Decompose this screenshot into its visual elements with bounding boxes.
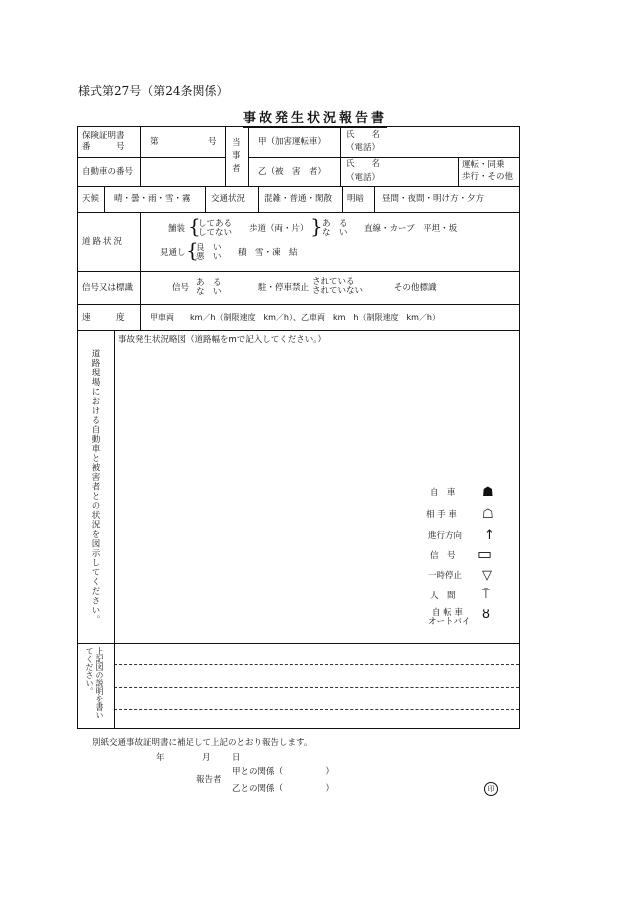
- no-parking-yes: されている: [312, 277, 355, 287]
- speed-values: 甲車両 km／h（制限速度 km／h）、乙車両 km h（制限速度 km／h）: [150, 313, 440, 322]
- snow-ice: 積 雪・凍 結: [238, 248, 298, 258]
- visibility-options: [196, 244, 222, 262]
- party-b-name-label: 氏 名: [346, 159, 381, 169]
- legend-label-signal: 信 号: [430, 551, 456, 561]
- grid-line: [78, 330, 519, 331]
- no-parking-label: 駐・停車禁止: [258, 283, 310, 293]
- light-values: 昼間・夜間・明け方・夕方: [382, 194, 485, 204]
- paved-options: [198, 220, 232, 238]
- no-parking-no: されていない: [312, 286, 364, 296]
- insurance-label-2: 番 号: [82, 142, 125, 152]
- grid-line: [78, 212, 519, 213]
- legend-label-motorbike: オートバイ: [428, 617, 471, 627]
- form-number: 様式第27号（第24条関係）: [78, 84, 229, 98]
- party-b-role-2: 歩行・その他: [462, 172, 514, 182]
- person-icon: ⍑: [482, 587, 490, 602]
- grid-line: [78, 271, 519, 272]
- grid-line: [140, 127, 141, 186]
- grid-line: [78, 643, 519, 644]
- diagram-side-label: 道路現場における自動車と被害者との状況を図示してください。: [90, 349, 100, 625]
- explanation-field[interactable]: [115, 645, 517, 727]
- parties-char: 事: [232, 151, 241, 161]
- road-condition-label: 道路状況: [82, 237, 125, 247]
- traffic-signal-icon: ▭: [477, 544, 493, 563]
- page-title: [0, 107, 630, 126]
- party-b-role-1: 運転・同乗: [462, 160, 505, 170]
- traffic-values: 混雑・普通・閑散: [264, 194, 333, 204]
- paved-no: してない: [198, 228, 233, 238]
- vehicle-number-label: 自動車の番号: [82, 167, 134, 177]
- signal-row-label: 信号又は標識: [82, 283, 134, 293]
- parties-label: [232, 137, 241, 176]
- speed-label: 速 度: [82, 313, 125, 323]
- direction-arrow-icon: ↑: [484, 528, 495, 543]
- paved-yes: してある: [198, 219, 233, 229]
- legend-label-stop: 一時停止: [428, 571, 463, 581]
- grid-line: [78, 157, 225, 158]
- grid-line: [205, 186, 206, 212]
- date-year: 年: [156, 753, 165, 763]
- relation-b[interactable]: 乙との関係（ ）: [232, 784, 335, 794]
- sidewalk-yes: あ る: [322, 219, 348, 229]
- party-a-label: 甲（加害運転車）: [258, 137, 327, 147]
- grid-line: [248, 127, 249, 186]
- paved-label: 舗装: [168, 224, 186, 234]
- road-shape: 直線・カーブ 平坦・坂: [364, 224, 458, 234]
- footer-statement: 別紙交通事故証明書に補足して上記のとおり報告します。: [92, 738, 313, 748]
- sidewalk-brace: }: [310, 214, 323, 238]
- signal-options: [196, 279, 222, 297]
- insurance-label-1: 保険証明書: [82, 131, 125, 141]
- grid-line: [78, 304, 519, 305]
- certificate-no-suffix: 号: [208, 137, 217, 147]
- sidewalk-options: [322, 220, 348, 238]
- other-signs-label: その他標識: [394, 283, 437, 293]
- party-a-phone-label: （電話）: [346, 143, 381, 153]
- grid-line: [248, 157, 519, 158]
- signal-yes: あ る: [196, 278, 222, 288]
- explanation-side-label: 上記図の説明を書いてください。: [85, 647, 104, 719]
- date-month: 月: [202, 753, 211, 763]
- light-label: 明暗: [347, 194, 365, 204]
- signal-no: な い: [196, 287, 222, 297]
- party-a-name-label: 氏 名: [346, 130, 381, 140]
- party-b-phone-label: （電話）: [346, 173, 381, 183]
- report-form: [77, 126, 520, 729]
- legend-label-other-car: 相 手 車: [426, 510, 457, 520]
- no-parking-options: [312, 278, 363, 296]
- weather-values: 晴・曇・雨・雪・霧: [114, 194, 191, 204]
- grid-line: [140, 212, 141, 330]
- legend-label-own-car: 自 車: [430, 488, 456, 498]
- visibility-label: 見通し: [160, 248, 186, 258]
- own-car-icon: ☗: [482, 485, 494, 500]
- date-day: 日: [232, 753, 241, 763]
- traffic-label: 交通状況: [211, 194, 246, 204]
- legend-label-person: 人 間: [430, 591, 456, 601]
- grid-line: [340, 127, 341, 186]
- grid-line: [342, 186, 343, 212]
- title-text: 事故発生状況報告書: [242, 111, 387, 126]
- certificate-no-prefix: 第: [150, 137, 159, 147]
- visibility-bad: 悪 い: [196, 252, 222, 262]
- visibility-brace: {: [186, 238, 199, 262]
- sidewalk-label: 歩道（両・片）: [249, 224, 309, 234]
- grid-line: [78, 186, 519, 187]
- stop-sign-icon: ▽: [482, 568, 492, 583]
- parties-char: 者: [232, 164, 241, 174]
- party-b-label: 乙（被 害 者）: [258, 167, 327, 177]
- grid-line: [258, 186, 259, 212]
- legend-label-bicycle: 自 転 車: [432, 608, 463, 618]
- relation-a[interactable]: 甲との関係（ ）: [232, 767, 335, 777]
- grid-line: [225, 127, 226, 186]
- grid-line: [374, 186, 375, 212]
- signal-label: 信号: [172, 283, 190, 293]
- grid-line: [104, 186, 105, 212]
- grid-line: [458, 157, 459, 186]
- visibility-good: 良 い: [196, 243, 222, 253]
- diagram-instruction: 事故発生状況略図（道路幅をmで記入してください。）: [118, 335, 327, 345]
- sidewalk-no: な い: [322, 228, 348, 238]
- parties-char: 当: [232, 138, 241, 148]
- weather-label: 天候: [82, 194, 100, 204]
- paved-brace: {: [188, 214, 201, 238]
- seal-mark: 印: [484, 782, 498, 796]
- legend-label-direction: 進行方向: [428, 531, 463, 541]
- other-car-icon: ☖: [482, 507, 494, 522]
- bicycle-icon: ȣ: [482, 607, 490, 622]
- reporter-label: 報告者: [196, 775, 222, 785]
